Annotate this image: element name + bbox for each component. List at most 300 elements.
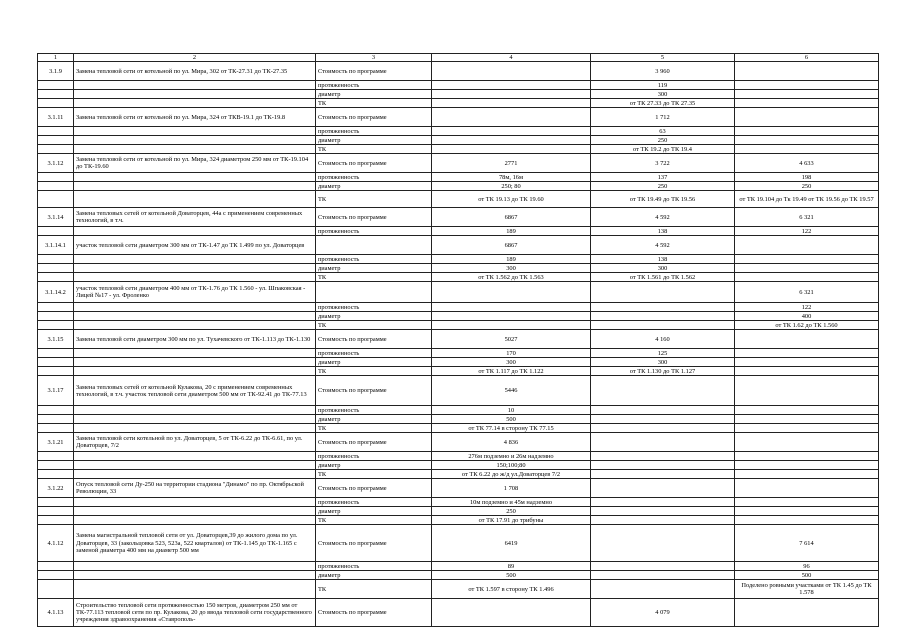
value-cell-col6: 6 321 — [735, 282, 879, 303]
value-cell-col6 — [735, 406, 879, 415]
value-cell-col5: от ТК 27.33 до ТК 27.35 — [591, 99, 735, 108]
value-cell-col5: 4 592 — [591, 236, 735, 255]
table-row — [38, 99, 879, 108]
table-row — [38, 312, 879, 321]
row-number-cell: 3.1.17 — [38, 376, 74, 406]
description-cell — [74, 562, 316, 571]
table-row — [38, 479, 879, 498]
value-cell-col4 — [432, 145, 591, 154]
description-cell — [74, 516, 316, 525]
parameter-cell: протяженность — [316, 452, 432, 461]
table-row — [38, 81, 879, 90]
header-cell-2: 2 — [74, 54, 316, 62]
value-cell-col4: 5027 — [432, 330, 591, 349]
parameter-cell: диаметр — [316, 415, 432, 424]
parameter-cell: Стоимость по программе — [316, 599, 432, 627]
parameter-cell: ТК — [316, 470, 432, 479]
parameter-cell: Стоимость по программе — [316, 525, 432, 562]
value-cell-col5: от ТК 19.2 до ТК 19.4 — [591, 145, 735, 154]
description-cell — [74, 303, 316, 312]
value-cell-col5: 250 — [591, 136, 735, 145]
table-row — [38, 303, 879, 312]
value-cell-col6 — [735, 452, 879, 461]
row-number-cell — [38, 498, 74, 507]
table-row — [38, 255, 879, 264]
value-cell-col4: 500 — [432, 571, 591, 580]
value-cell-col4 — [432, 127, 591, 136]
description-cell — [74, 99, 316, 108]
parameter-cell: протяженность — [316, 227, 432, 236]
table-row — [38, 358, 879, 367]
table-row — [38, 507, 879, 516]
value-cell-col5: 300 — [591, 264, 735, 273]
value-cell-col4: 6867 — [432, 208, 591, 227]
value-cell-col6 — [735, 127, 879, 136]
description-cell — [74, 81, 316, 90]
value-cell-col4: 189 — [432, 255, 591, 264]
row-number-cell: 3.1.21 — [38, 433, 74, 452]
parameter-cell: ТК — [316, 191, 432, 208]
value-cell-col6 — [735, 62, 879, 81]
parameter-cell: диаметр — [316, 312, 432, 321]
value-cell-col6: 7 614 — [735, 525, 879, 562]
value-cell-col4: 300 — [432, 358, 591, 367]
value-cell-col6 — [735, 330, 879, 349]
row-number-cell — [38, 99, 74, 108]
value-cell-col4: 1 708 — [432, 479, 591, 498]
header-cell-1: 1 — [38, 54, 74, 62]
description-cell — [74, 273, 316, 282]
parameter-cell: ТК — [316, 516, 432, 525]
parameter-cell: протяженность — [316, 255, 432, 264]
row-number-cell — [38, 303, 74, 312]
parameter-cell: протяженность — [316, 81, 432, 90]
program-table — [37, 53, 879, 627]
description-cell — [74, 90, 316, 99]
value-cell-col5 — [591, 562, 735, 571]
parameter-cell: ТК — [316, 99, 432, 108]
value-cell-col4 — [432, 99, 591, 108]
value-cell-col6 — [735, 145, 879, 154]
value-cell-col4: 189 — [432, 227, 591, 236]
parameter-cell: протяженность — [316, 127, 432, 136]
value-cell-col4 — [432, 108, 591, 127]
table-row — [38, 562, 879, 571]
value-cell-col5: 300 — [591, 90, 735, 99]
row-number-cell — [38, 321, 74, 330]
description-cell — [74, 227, 316, 236]
description-cell — [74, 358, 316, 367]
table-row — [38, 282, 879, 303]
parameter-cell: диаметр — [316, 136, 432, 145]
value-cell-col5 — [591, 498, 735, 507]
table-row — [38, 264, 879, 273]
description-cell: участок тепловой сети диаметром 300 мм от ТК-1.47 до ТК 1.499 по ул. Доваторцев — [74, 236, 316, 255]
value-cell-col5: 3 960 — [591, 62, 735, 81]
value-cell-col4: 170 — [432, 349, 591, 358]
value-cell-col6 — [735, 424, 879, 433]
description-cell — [74, 461, 316, 470]
table-row — [38, 470, 879, 479]
value-cell-col6 — [735, 90, 879, 99]
table-row — [38, 330, 879, 349]
value-cell-col4: от ТК 1.597 в сторону ТК 1.496 — [432, 580, 591, 599]
row-number-cell — [38, 312, 74, 321]
parameter-cell: диаметр — [316, 358, 432, 367]
description-cell — [74, 498, 316, 507]
description-cell: Строительство тепловой сети протяженностью 150 метров, диаметром 250 мм от ТК-77.113 тепловой сети по пр. Кулакова, 20 до ввода тепловой сети государственного учреждения здравоохранения «Ставрополь- — [74, 599, 316, 627]
row-number-cell — [38, 461, 74, 470]
value-cell-col6 — [735, 136, 879, 145]
value-cell-col4 — [432, 62, 591, 81]
row-number-cell: 4.1.12 — [38, 525, 74, 562]
description-cell: Опуск тепловой сети Ду-250 на территории стадиона "Динамо" по пр. Октябрьской Революции, 33 — [74, 479, 316, 498]
value-cell-col4: 10 — [432, 406, 591, 415]
value-cell-col6: 122 — [735, 227, 879, 236]
parameter-cell: Стоимость по программе — [316, 433, 432, 452]
value-cell-col6: 4 633 — [735, 154, 879, 173]
value-cell-col6 — [735, 236, 879, 255]
parameter-cell: ТК — [316, 273, 432, 282]
table-row — [38, 452, 879, 461]
parameter-cell: Стоимость по программе — [316, 154, 432, 173]
parameter-cell: Стоимость по программе — [316, 108, 432, 127]
row-number-cell — [38, 90, 74, 99]
value-cell-col5 — [591, 525, 735, 562]
value-cell-col5: 4 592 — [591, 208, 735, 227]
row-number-cell — [38, 191, 74, 208]
row-number-cell — [38, 358, 74, 367]
row-number-cell — [38, 182, 74, 191]
row-number-cell — [38, 562, 74, 571]
value-cell-col5 — [591, 479, 735, 498]
value-cell-col4: 78м, 16м — [432, 173, 591, 182]
value-cell-col6 — [735, 349, 879, 358]
parameter-cell: Стоимость по программе — [316, 479, 432, 498]
value-cell-col6: 96 — [735, 562, 879, 571]
parameter-cell: протяженность — [316, 349, 432, 358]
value-cell-col4: 300 — [432, 264, 591, 273]
description-cell — [74, 406, 316, 415]
parameter-cell: протяженность — [316, 303, 432, 312]
parameter-cell: протяженность — [316, 498, 432, 507]
description-cell: Замена тепловой сети от котельной по ул. Мира, 324 от ТКВ-19.1 до ТК-19.8 — [74, 108, 316, 127]
value-cell-col6 — [735, 264, 879, 273]
value-cell-col6 — [735, 255, 879, 264]
value-cell-col4 — [432, 90, 591, 99]
parameter-cell: ТК — [316, 580, 432, 599]
row-number-cell: 3.1.14 — [38, 208, 74, 227]
value-cell-col4: от ТК 1.562 до ТК 1.563 — [432, 273, 591, 282]
row-number-cell — [38, 516, 74, 525]
row-number-cell — [38, 264, 74, 273]
value-cell-col4: 250; 80 — [432, 182, 591, 191]
parameter-cell: диаметр — [316, 507, 432, 516]
table-body — [38, 54, 879, 627]
value-cell-col5 — [591, 580, 735, 599]
parameter-cell: Стоимость по программе — [316, 330, 432, 349]
row-number-cell: 3.1.14.2 — [38, 282, 74, 303]
value-cell-col5 — [591, 312, 735, 321]
table-row — [38, 349, 879, 358]
value-cell-col4 — [432, 599, 591, 627]
value-cell-col4: 150;100;80 — [432, 461, 591, 470]
parameter-cell: диаметр — [316, 571, 432, 580]
value-cell-col5 — [591, 424, 735, 433]
table-row — [38, 424, 879, 433]
row-number-cell — [38, 415, 74, 424]
value-cell-col5: от ТК 1.561 до ТК 1.562 — [591, 273, 735, 282]
value-cell-col6: 198 — [735, 173, 879, 182]
parameter-cell: диаметр — [316, 182, 432, 191]
description-cell — [74, 367, 316, 376]
value-cell-col6: от ТК 1.62 до ТК 1.560 — [735, 321, 879, 330]
value-cell-col6 — [735, 516, 879, 525]
description-cell — [74, 173, 316, 182]
description-cell — [74, 415, 316, 424]
row-number-cell: 3.1.9 — [38, 62, 74, 81]
value-cell-col5: 125 — [591, 349, 735, 358]
row-number-cell — [38, 173, 74, 182]
parameter-cell: протяженность — [316, 406, 432, 415]
row-number-cell: 3.1.14.1 — [38, 236, 74, 255]
value-cell-col6 — [735, 599, 879, 627]
value-cell-col4 — [432, 282, 591, 303]
row-number-cell — [38, 145, 74, 154]
parameter-cell — [316, 236, 432, 255]
parameter-cell: Стоимость по программе — [316, 376, 432, 406]
value-cell-col5: 300 — [591, 358, 735, 367]
row-number-cell — [38, 580, 74, 599]
description-cell: участок тепловой сети диаметром 400 мм от ТК-1.76 до ТК 1.560 - ул. Шпаковская - Лицей №17 - ул. Фроленко — [74, 282, 316, 303]
table-row — [38, 136, 879, 145]
value-cell-col4: 250 — [432, 507, 591, 516]
row-number-cell — [38, 507, 74, 516]
row-number-cell: 3.1.12 — [38, 154, 74, 173]
table-row — [38, 525, 879, 562]
header-cell-3: 3 — [316, 54, 432, 62]
parameter-cell: ТК — [316, 321, 432, 330]
header-cell-6: 6 — [735, 54, 879, 62]
value-cell-col5 — [591, 507, 735, 516]
row-number-cell — [38, 273, 74, 282]
value-cell-col6 — [735, 81, 879, 90]
value-cell-col4 — [432, 81, 591, 90]
value-cell-col5: 4 079 — [591, 599, 735, 627]
value-cell-col5 — [591, 282, 735, 303]
parameter-cell: ТК — [316, 145, 432, 154]
value-cell-col4: от ТК 6.22 до ж/д ул.Доваторцев 7/2 — [432, 470, 591, 479]
table-row — [38, 367, 879, 376]
value-cell-col5 — [591, 516, 735, 525]
table-row — [38, 376, 879, 406]
description-cell: Замена тепловой сети от котельной по ул. Мира, 324 диаметром 250 мм от ТК-19.104 до ТК-19.60 — [74, 154, 316, 173]
value-cell-col6 — [735, 273, 879, 282]
table-row — [38, 227, 879, 236]
value-cell-col6 — [735, 99, 879, 108]
description-cell — [74, 182, 316, 191]
value-cell-col5 — [591, 452, 735, 461]
table-row — [38, 191, 879, 208]
value-cell-col5: 63 — [591, 127, 735, 136]
description-cell: Замена тепловых сетей от котельной Кулакова, 20 с применением современных технологий, в т.ч. участок тепловой сети диаметром 500 мм от ТК-92.41 до ТК-77.13 — [74, 376, 316, 406]
value-cell-col4: 6867 — [432, 236, 591, 255]
table-row — [38, 433, 879, 452]
value-cell-col4 — [432, 136, 591, 145]
row-number-cell — [38, 127, 74, 136]
value-cell-col6 — [735, 358, 879, 367]
value-cell-col5 — [591, 470, 735, 479]
value-cell-col6: 400 — [735, 312, 879, 321]
parameter-cell: ТК — [316, 367, 432, 376]
value-cell-col6 — [735, 367, 879, 376]
table-row — [38, 145, 879, 154]
table-row — [38, 580, 879, 599]
description-cell — [74, 255, 316, 264]
value-cell-col5: 3 722 — [591, 154, 735, 173]
value-cell-col5: 250 — [591, 182, 735, 191]
row-number-cell: 3.1.11 — [38, 108, 74, 127]
value-cell-col5 — [591, 303, 735, 312]
table-row — [38, 208, 879, 227]
value-cell-col6: 6 321 — [735, 208, 879, 227]
value-cell-col5 — [591, 433, 735, 452]
description-cell — [74, 312, 316, 321]
parameter-cell — [316, 282, 432, 303]
table-row — [38, 154, 879, 173]
description-cell: Замена тепловой сети от котельной по ул. Мира, 302 от ТК-27.31 до ТК-27.35 — [74, 62, 316, 81]
description-cell — [74, 580, 316, 599]
value-cell-col4: 276м подземно и 26м надземно — [432, 452, 591, 461]
table-row — [38, 90, 879, 99]
value-cell-col6 — [735, 479, 879, 498]
value-cell-col5 — [591, 415, 735, 424]
row-number-cell — [38, 406, 74, 415]
value-cell-col6: 122 — [735, 303, 879, 312]
value-cell-col6: 500 — [735, 571, 879, 580]
value-cell-col6 — [735, 415, 879, 424]
row-number-cell — [38, 136, 74, 145]
value-cell-col6 — [735, 507, 879, 516]
row-number-cell — [38, 227, 74, 236]
header-cell-5: 5 — [591, 54, 735, 62]
value-cell-col6 — [735, 108, 879, 127]
table-row — [38, 516, 879, 525]
description-cell — [74, 136, 316, 145]
row-number-cell — [38, 367, 74, 376]
value-cell-col5: 138 — [591, 227, 735, 236]
parameter-cell: диаметр — [316, 461, 432, 470]
value-cell-col4: 89 — [432, 562, 591, 571]
parameter-cell: Стоимость по программе — [316, 208, 432, 227]
value-cell-col6: от ТК 19.104 до Тк 19.49 от ТК 19.56 до ТК 19.57 — [735, 191, 879, 208]
table-row — [38, 498, 879, 507]
row-number-cell — [38, 255, 74, 264]
description-cell — [74, 470, 316, 479]
description-cell — [74, 507, 316, 516]
table-row — [38, 406, 879, 415]
value-cell-col4: 5446 — [432, 376, 591, 406]
value-cell-col6 — [735, 470, 879, 479]
value-cell-col6 — [735, 433, 879, 452]
value-cell-col5: 1 712 — [591, 108, 735, 127]
document-table-container — [37, 53, 878, 627]
table-row — [38, 236, 879, 255]
table-row — [38, 599, 879, 627]
table-row — [38, 182, 879, 191]
value-cell-col5 — [591, 461, 735, 470]
header-row — [38, 54, 879, 62]
value-cell-col4: от ТК 1.117 до ТК 1.122 — [432, 367, 591, 376]
table-row — [38, 461, 879, 470]
row-number-cell — [38, 452, 74, 461]
parameter-cell: ТК — [316, 424, 432, 433]
value-cell-col4: от ТК 19.13 до ТК 19.60 — [432, 191, 591, 208]
table-row — [38, 173, 879, 182]
description-cell — [74, 424, 316, 433]
value-cell-col5: 138 — [591, 255, 735, 264]
description-cell — [74, 321, 316, 330]
value-cell-col5 — [591, 376, 735, 406]
parameter-cell: диаметр — [316, 264, 432, 273]
parameter-cell: протяженность — [316, 562, 432, 571]
row-number-cell — [38, 81, 74, 90]
value-cell-col4: 6419 — [432, 525, 591, 562]
parameter-cell: Стоимость по программе — [316, 62, 432, 81]
value-cell-col4: 10м подземно и 45м надземно — [432, 498, 591, 507]
value-cell-col5: 4 160 — [591, 330, 735, 349]
parameter-cell: протяженность — [316, 173, 432, 182]
value-cell-col4: 4 836 — [432, 433, 591, 452]
value-cell-col4 — [432, 303, 591, 312]
table-row — [38, 62, 879, 81]
row-number-cell — [38, 424, 74, 433]
description-cell — [74, 127, 316, 136]
value-cell-col5: от ТК 1.130 до ТК 1.127 — [591, 367, 735, 376]
description-cell: Замена магистральной тепловой сети от ул. Доваторцев,39 до жилого дома по ул. Доваторцев, 33 (закольцовка 523, 523а, 522 кварталов) от ТК-1.145 до ТК-1.165 с заменой диаметра 400 мм на диаметр 500 мм — [74, 525, 316, 562]
row-number-cell — [38, 349, 74, 358]
value-cell-col5: 137 — [591, 173, 735, 182]
value-cell-col4: 2771 — [432, 154, 591, 173]
table-row — [38, 127, 879, 136]
value-cell-col5: 119 — [591, 81, 735, 90]
table-row — [38, 273, 879, 282]
description-cell — [74, 145, 316, 154]
value-cell-col4: от ТК 77.14 в сторону ТК 77.15 — [432, 424, 591, 433]
table-row — [38, 415, 879, 424]
parameter-cell: диаметр — [316, 90, 432, 99]
description-cell — [74, 571, 316, 580]
value-cell-col6 — [735, 498, 879, 507]
value-cell-col4 — [432, 321, 591, 330]
table-row — [38, 321, 879, 330]
value-cell-col6: 250 — [735, 182, 879, 191]
table-row — [38, 108, 879, 127]
value-cell-col4 — [432, 312, 591, 321]
value-cell-col6 — [735, 461, 879, 470]
description-cell: Замена тепловых сетей от котельной Доваторцев, 44а с применением современных технологий, в т.ч. — [74, 208, 316, 227]
row-number-cell — [38, 571, 74, 580]
value-cell-col5 — [591, 571, 735, 580]
value-cell-col5 — [591, 406, 735, 415]
description-cell — [74, 264, 316, 273]
row-number-cell — [38, 470, 74, 479]
value-cell-col5 — [591, 321, 735, 330]
description-cell — [74, 452, 316, 461]
value-cell-col6 — [735, 376, 879, 406]
row-number-cell: 3.1.15 — [38, 330, 74, 349]
description-cell: Замена тепловой сети котельной по ул. Доваторцев, 5 от ТК-6.22 до ТК-6.61, по ул. Доваторцев, 7/2 — [74, 433, 316, 452]
